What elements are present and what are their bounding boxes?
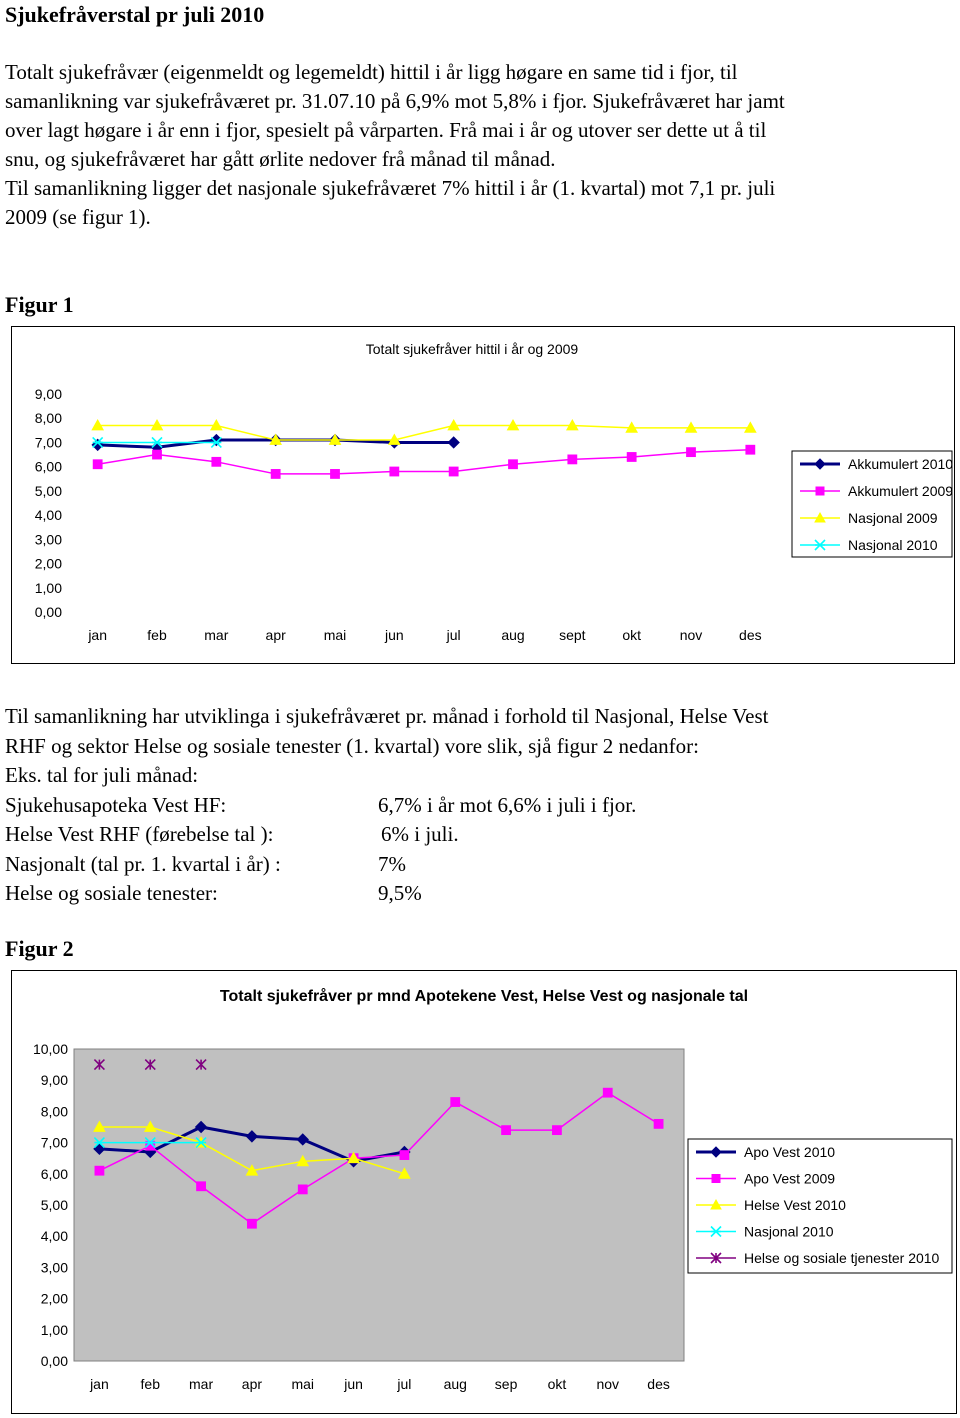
x-tick-label: mai bbox=[291, 1376, 315, 1392]
example-row bbox=[5, 850, 955, 880]
y-tick-label: 0,00 bbox=[34, 604, 62, 620]
example-label: Nasjonalt (tal pr. 1. kvartal i år) : bbox=[5, 851, 281, 876]
x-tick-label: nov bbox=[679, 627, 703, 643]
x-tick-label: jun bbox=[384, 627, 404, 643]
figure2-label: Figur 2 bbox=[5, 936, 74, 961]
y-tick-label: 1,00 bbox=[40, 1321, 68, 1338]
data-point bbox=[687, 448, 696, 457]
data-point bbox=[248, 1219, 257, 1228]
data-point bbox=[390, 467, 399, 476]
paragraph-line: Til samanlikning ligger det nasjonale sjukefråværet 7% hittil i år (1. kvartal) mot 7,1 pr. juli bbox=[5, 176, 776, 200]
legend-label: Apo Vest 2009 bbox=[744, 1170, 836, 1187]
y-tick-label: 6,00 bbox=[40, 1165, 68, 1182]
example-row bbox=[5, 791, 955, 821]
paragraph-line: Til samanlikning har utviklinga i sjukefråværet pr. månad i forhold til Nasjonal, Helse Vest bbox=[5, 704, 769, 728]
chart-title: Totalt sjukefråver pr mnd Apotekene Vest, Helse Vest og nasjonale tal bbox=[219, 988, 749, 1005]
paragraph-line: Totalt sjukefråvær (eigenmeldt og legemeldt) hittil i år ligg høgare en same tid i fjor, til bbox=[5, 60, 738, 84]
data-point bbox=[93, 460, 102, 469]
comparison-paragraph bbox=[5, 702, 955, 909]
y-tick-label: 2,00 bbox=[40, 1290, 68, 1307]
data-point bbox=[449, 467, 458, 476]
data-point bbox=[212, 457, 221, 466]
y-tick-label: 1,00 bbox=[34, 579, 62, 596]
example-label: Sjukehusapoteka Vest HF: bbox=[5, 792, 227, 817]
legend-label: Apo Vest 2010 bbox=[744, 1144, 836, 1160]
x-tick-label: mai bbox=[323, 627, 347, 643]
y-tick-label: 6,00 bbox=[34, 458, 62, 475]
y-tick-label: 2,00 bbox=[34, 555, 62, 572]
y-tick-label: 7,00 bbox=[34, 434, 62, 451]
y-tick-label: 8,00 bbox=[34, 410, 62, 427]
y-tick-label: 3,00 bbox=[34, 531, 62, 548]
example-row bbox=[5, 879, 955, 909]
paragraph-line: RHF og sektor Helse og sosiale tenester (1. kvartal) vore slik, sjå figur 2 nedanfor: bbox=[5, 733, 699, 758]
example-label: Helse Vest RHF (førebelse tal ): bbox=[5, 822, 274, 846]
data-point bbox=[271, 470, 280, 479]
data-point bbox=[92, 439, 103, 450]
y-tick-label: 0,00 bbox=[40, 1353, 68, 1369]
x-tick-label: jan bbox=[88, 627, 108, 643]
x-tick-label: aug bbox=[501, 627, 525, 643]
data-point bbox=[816, 487, 824, 495]
x-tick-label: jul bbox=[397, 1376, 412, 1392]
y-tick-label: 7,00 bbox=[40, 1134, 68, 1151]
figure2-chart-frame bbox=[11, 970, 957, 1414]
data-point bbox=[298, 1185, 307, 1194]
x-tick-label: okt bbox=[547, 1376, 567, 1392]
paragraph-line: 2009 (se figur 1). bbox=[5, 205, 151, 229]
y-tick-label: 9,00 bbox=[40, 1072, 68, 1089]
x-tick-label: des bbox=[647, 1376, 670, 1392]
paragraph-line: snu, og sjukefråværet har gått ørlite nedover frå månad til månad. bbox=[5, 147, 556, 171]
figure1-label: Figur 1 bbox=[5, 292, 74, 317]
y-tick-label: 4,00 bbox=[34, 507, 62, 524]
x-tick-label: jan bbox=[90, 1376, 109, 1392]
x-tick-label: jul bbox=[446, 627, 461, 643]
figure1-chart-frame bbox=[11, 326, 955, 664]
x-tick-label: nov bbox=[596, 1376, 620, 1392]
x-tick-label: aug bbox=[443, 1376, 467, 1392]
data-point bbox=[197, 1182, 206, 1191]
legend-label: Helse og sosiale tjenester 2010 bbox=[744, 1250, 940, 1266]
data-point bbox=[553, 1126, 562, 1135]
data-point bbox=[654, 1119, 663, 1128]
data-point bbox=[712, 1175, 720, 1183]
data-point bbox=[502, 1126, 511, 1135]
x-tick-label: des bbox=[739, 627, 762, 643]
x-tick-label: mar bbox=[189, 1376, 214, 1392]
legend-label: Akkumulert 2010 bbox=[848, 456, 954, 472]
data-point bbox=[509, 460, 518, 469]
document-title: Sjukefråverstal pr juli 2010 bbox=[5, 2, 265, 27]
x-tick-label: okt bbox=[622, 627, 642, 643]
data-point bbox=[627, 453, 636, 462]
data-point bbox=[448, 437, 459, 448]
data-point bbox=[331, 470, 340, 479]
data-point bbox=[746, 445, 755, 454]
example-value: 7% bbox=[378, 851, 406, 876]
figure1-chart bbox=[12, 327, 954, 663]
paragraph-line: Eks. tal for juli månad: bbox=[5, 763, 199, 787]
data-point bbox=[211, 435, 222, 446]
example-value: 6% i juli. bbox=[381, 822, 459, 846]
plot-area bbox=[74, 1049, 684, 1361]
y-tick-label: 3,00 bbox=[40, 1259, 68, 1276]
paragraph-line: over lagt høgare i år enn i fjor, spesielt på vårparten. Frå mai i år og utover ser dette ut å til bbox=[5, 118, 767, 142]
legend-label: Nasjonal 2010 bbox=[744, 1223, 834, 1240]
example-value: 9,5% bbox=[378, 881, 422, 905]
x-tick-label: apr bbox=[241, 1376, 263, 1392]
y-tick-label: 8,00 bbox=[40, 1103, 68, 1120]
series-line bbox=[98, 450, 751, 474]
legend-label: Nasjonal 2010 bbox=[848, 537, 938, 553]
y-tick-label: 9,00 bbox=[34, 386, 62, 402]
chart-title: Totalt sjukefråver hittil i år og 2009 bbox=[365, 341, 579, 357]
legend-label: Akkumulert 2009 bbox=[848, 483, 954, 499]
x-tick-label: apr bbox=[265, 627, 286, 643]
figure2-chart bbox=[12, 971, 956, 1413]
y-tick-label: 10,00 bbox=[32, 1041, 68, 1057]
data-point bbox=[451, 1098, 460, 1107]
paragraph-line: samanlikning var sjukefråværet pr. 31.07.10 på 6,9% mot 5,8% i fjor. Sjukefråværet har jamt bbox=[5, 89, 785, 113]
data-point bbox=[400, 1151, 409, 1160]
x-tick-label: jun bbox=[344, 1376, 363, 1392]
y-tick-label: 5,00 bbox=[40, 1197, 68, 1213]
x-tick-label: feb bbox=[140, 1376, 160, 1392]
example-label: Helse og sosiale tenester: bbox=[5, 881, 218, 905]
intro-paragraph bbox=[5, 58, 955, 232]
example-row bbox=[5, 820, 955, 850]
x-tick-label: mar bbox=[204, 627, 229, 643]
x-tick-label: sept bbox=[559, 627, 586, 643]
y-tick-label: 5,00 bbox=[34, 482, 62, 499]
example-value: 6,7% i år mot 6,6% i juli i fjor. bbox=[378, 792, 637, 817]
legend-label: Nasjonal 2009 bbox=[848, 510, 938, 526]
x-tick-label: sep bbox=[494, 1376, 518, 1392]
legend-label: Helse Vest 2010 bbox=[744, 1197, 846, 1213]
data-point bbox=[603, 1088, 612, 1097]
data-point bbox=[568, 455, 577, 464]
series-line bbox=[98, 425, 751, 440]
y-tick-label: 4,00 bbox=[40, 1228, 68, 1245]
data-point bbox=[95, 1166, 104, 1175]
x-tick-label: feb bbox=[147, 627, 167, 643]
data-point bbox=[153, 450, 162, 459]
